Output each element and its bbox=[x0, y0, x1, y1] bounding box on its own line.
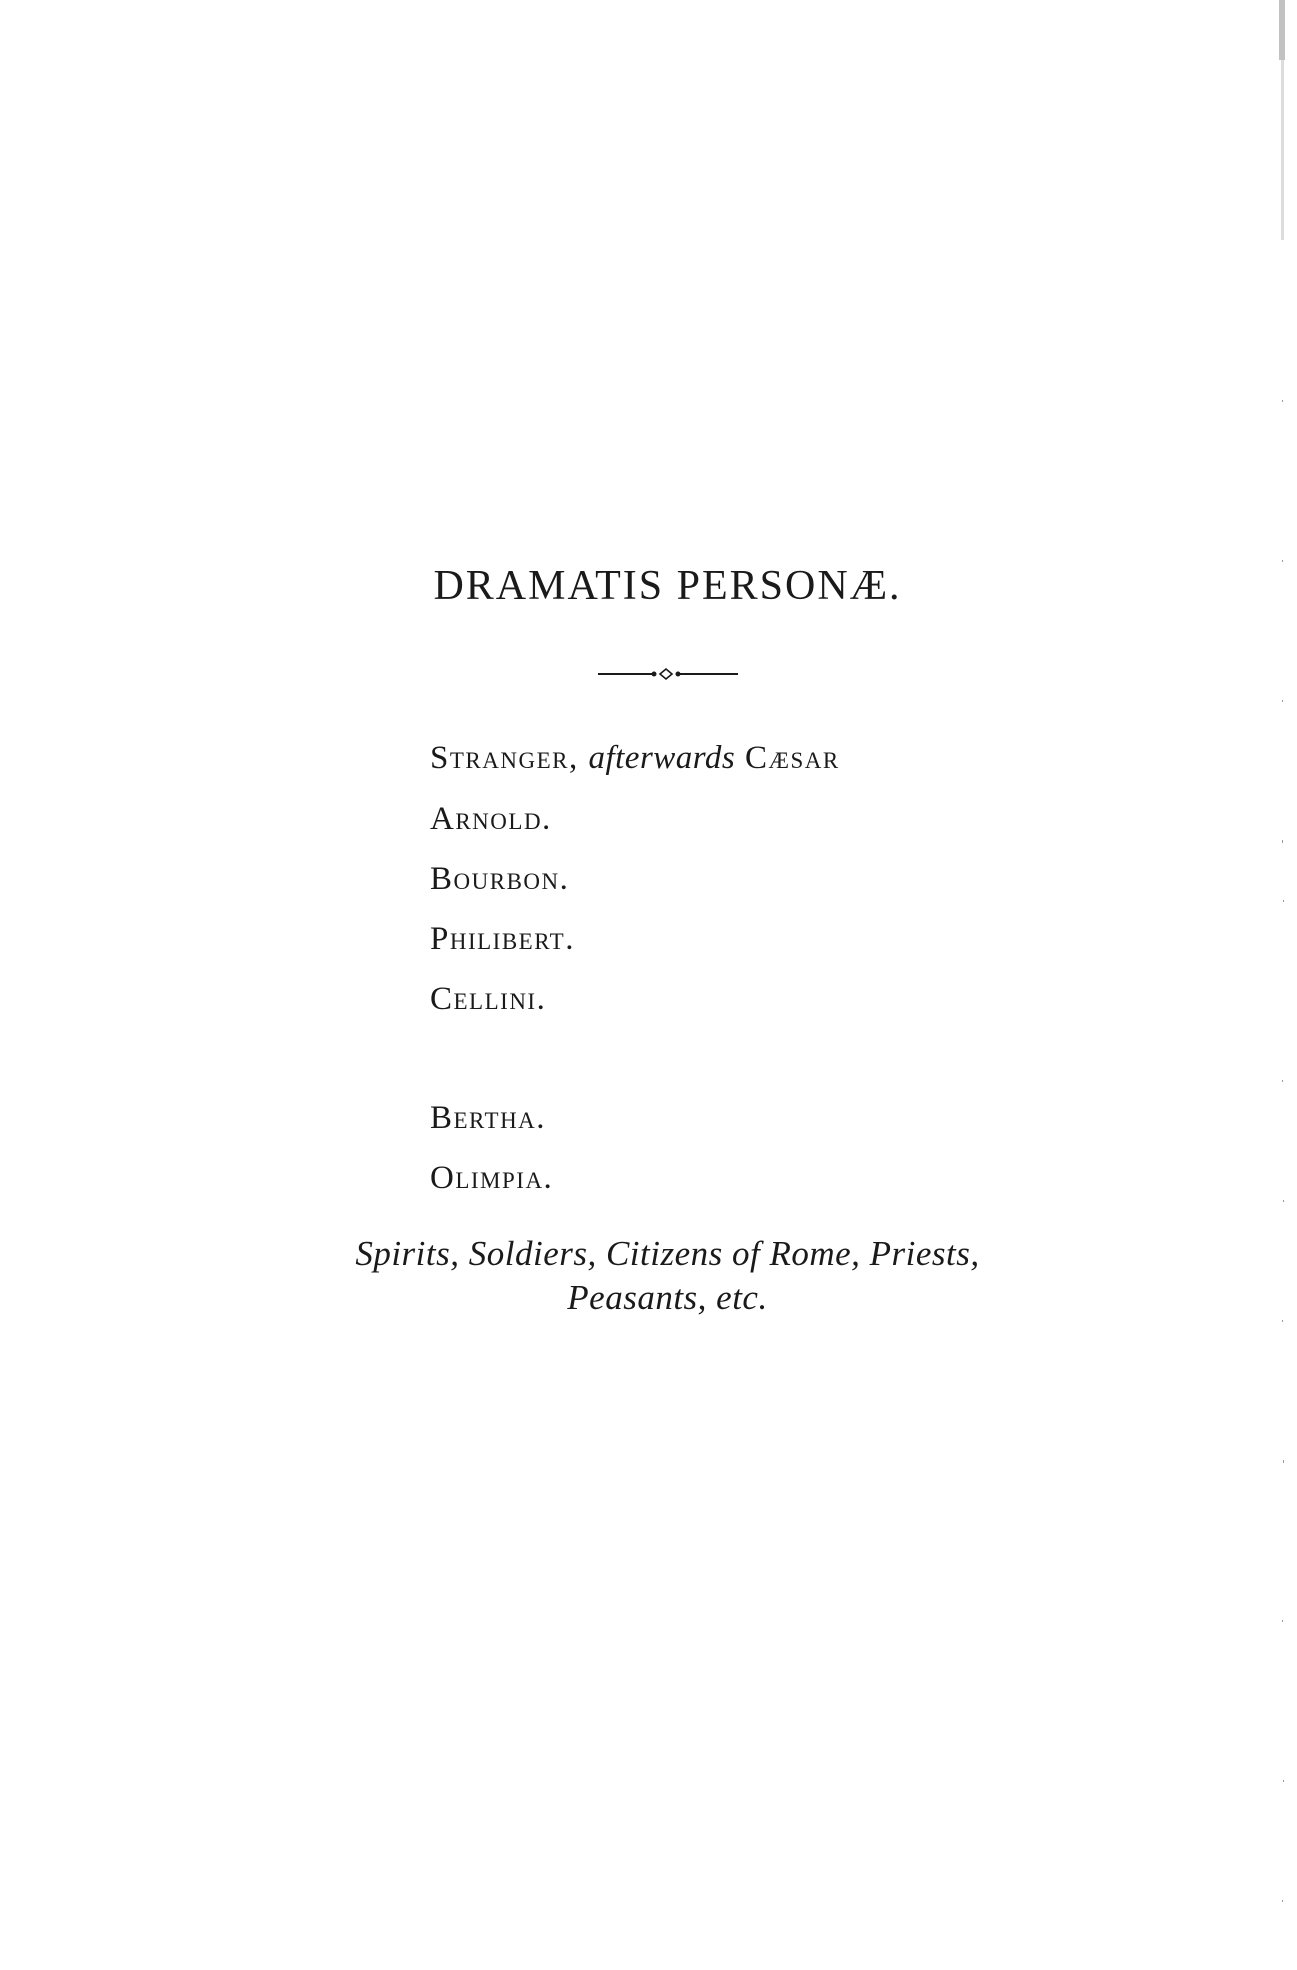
cast-philibert: Philibert. bbox=[430, 921, 575, 957]
scan-edge-speckle bbox=[1257, 0, 1297, 1970]
cast-olimpia: Olimpia. bbox=[430, 1160, 554, 1196]
cast-note-afterwards: afterwards bbox=[588, 740, 736, 776]
extras-line-1: Spirits, Soldiers, Citizens of Rome, Priests, bbox=[355, 1234, 980, 1273]
cast-cellini: Cellini. bbox=[430, 981, 547, 1017]
cast-stranger bbox=[430, 740, 840, 777]
page-title: DRAMATIS PERSONÆ. bbox=[433, 563, 902, 609]
extras-line-2: Peasants, etc. bbox=[567, 1278, 768, 1317]
ornamental-rule bbox=[598, 667, 738, 681]
cast-arnold: Arnold. bbox=[430, 801, 552, 837]
cast-name-stranger: Stranger, bbox=[430, 740, 579, 776]
cast-bertha: Bertha. bbox=[430, 1100, 547, 1136]
cast-bourbon: Bourbon. bbox=[430, 861, 570, 897]
cast-alias-caesar: Cæsar bbox=[745, 740, 840, 776]
